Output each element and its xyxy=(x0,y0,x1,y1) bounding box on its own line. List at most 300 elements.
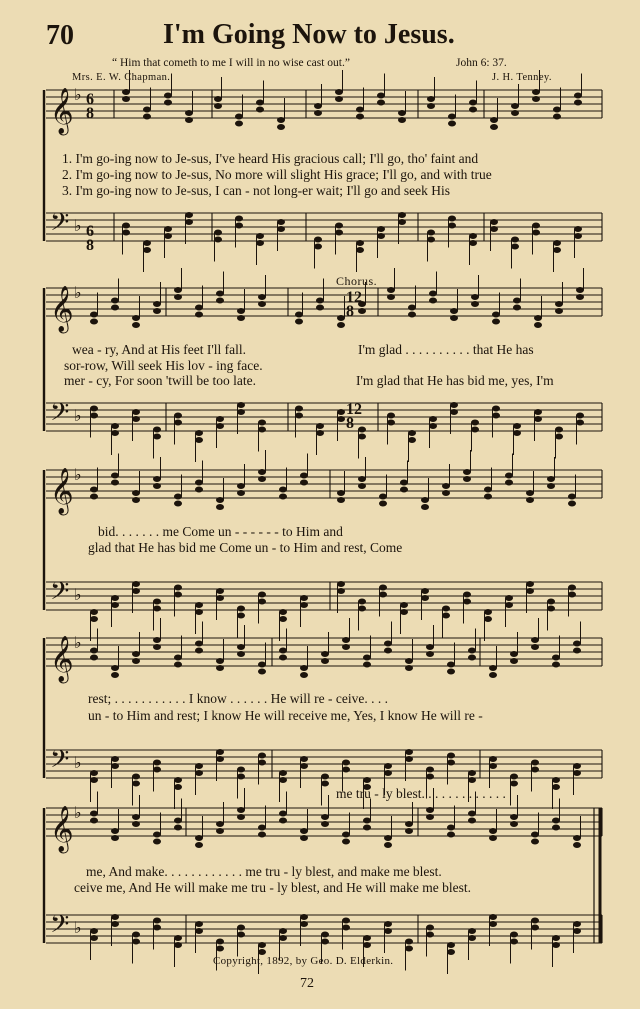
note-head xyxy=(111,430,119,436)
note-head xyxy=(132,658,140,664)
verse-2-line: 2. I'm go-ing now to Je-sus, No more will slight His grace; I'll go, and with true xyxy=(62,167,492,182)
note-head xyxy=(384,763,392,769)
verse-3-line: 3. I'm go-ing now to Je-sus, I can - not long-er wait; I'll go and seek His xyxy=(62,183,451,198)
note-head xyxy=(195,305,203,311)
note-head xyxy=(90,413,98,419)
note-head xyxy=(235,121,243,127)
note-head xyxy=(408,312,416,318)
note-head xyxy=(314,103,322,109)
note-head xyxy=(122,223,130,229)
note-head xyxy=(387,413,395,419)
note-head xyxy=(216,423,224,429)
note-head xyxy=(216,416,224,422)
note-head xyxy=(256,100,264,106)
note-head xyxy=(484,494,492,500)
note-head xyxy=(195,602,203,608)
note-head xyxy=(489,921,497,927)
note-head xyxy=(358,483,366,489)
note-head xyxy=(174,294,182,300)
note-head xyxy=(356,107,364,113)
note-head xyxy=(387,294,395,300)
note-head xyxy=(468,648,476,654)
note-head xyxy=(463,469,471,475)
note-head xyxy=(279,770,287,776)
note-head xyxy=(314,110,322,116)
note-head xyxy=(111,763,119,769)
note-head xyxy=(195,921,203,927)
note-head xyxy=(132,781,140,787)
note-head xyxy=(532,96,540,102)
note-head xyxy=(300,835,308,841)
note-head xyxy=(235,216,243,222)
note-head xyxy=(195,430,203,436)
note-head xyxy=(363,942,371,948)
note-head xyxy=(363,662,371,668)
note-head xyxy=(471,427,479,433)
note-head xyxy=(216,665,224,671)
note-head xyxy=(471,294,479,300)
note-head xyxy=(573,641,581,647)
note-head xyxy=(195,609,203,615)
note-head xyxy=(300,756,308,762)
note-head xyxy=(237,483,245,489)
note-head xyxy=(442,606,450,612)
note-head xyxy=(505,480,513,486)
note-head xyxy=(468,770,476,776)
note-head xyxy=(468,935,476,941)
note-head xyxy=(490,226,498,232)
note-head xyxy=(174,585,182,591)
note-head xyxy=(463,592,471,598)
note-head xyxy=(174,655,182,661)
note-head xyxy=(405,749,413,755)
note-head xyxy=(111,480,119,486)
note-head xyxy=(532,230,540,236)
note-head xyxy=(237,409,245,415)
note-head xyxy=(379,592,387,598)
note-head xyxy=(321,774,329,780)
note-head xyxy=(90,648,98,654)
note-head xyxy=(532,223,540,229)
note-head xyxy=(195,312,203,318)
note-head xyxy=(463,476,471,482)
note-head xyxy=(490,219,498,225)
note-head xyxy=(379,494,387,500)
note-head xyxy=(216,595,224,601)
note-head xyxy=(321,821,329,827)
note-head xyxy=(258,420,266,426)
note-head xyxy=(279,494,287,500)
note-head xyxy=(143,247,151,253)
note-head xyxy=(132,774,140,780)
note-head xyxy=(335,230,343,236)
note-head xyxy=(111,423,119,429)
note-head xyxy=(111,914,119,920)
note-head xyxy=(513,430,521,436)
note-head xyxy=(489,828,497,834)
system-5-lower-lyric: ceive me, And He will make me tru - ly blest, and He will make me blest. xyxy=(74,880,472,895)
note-head xyxy=(237,651,245,657)
note-head xyxy=(132,490,140,496)
note-head xyxy=(547,606,555,612)
note-head xyxy=(555,308,563,314)
note-head xyxy=(568,501,576,507)
hymn-number: 70 xyxy=(46,20,74,51)
note-head xyxy=(258,427,266,433)
bass-clef-icon: 𝄢 xyxy=(50,745,70,780)
note-head xyxy=(447,662,455,668)
note-head xyxy=(429,291,437,297)
verse-1-end: wea - ry, And at His feet I'll fall. xyxy=(72,342,246,357)
note-head xyxy=(174,825,182,831)
note-head xyxy=(448,121,456,127)
note-head xyxy=(442,613,450,619)
note-head xyxy=(90,487,98,493)
note-head xyxy=(526,588,534,594)
note-head xyxy=(468,655,476,661)
note-head xyxy=(534,322,542,328)
note-head xyxy=(429,416,437,422)
note-head xyxy=(335,223,343,229)
note-head xyxy=(316,298,324,304)
treble-clef-icon: 𝄞 xyxy=(50,806,74,852)
note-head xyxy=(513,423,521,429)
note-head xyxy=(576,287,584,293)
note-head xyxy=(111,602,119,608)
flat-icon: ♭ xyxy=(74,465,82,484)
note-head xyxy=(143,114,151,120)
note-head xyxy=(153,476,161,482)
note-head xyxy=(532,89,540,95)
note-head xyxy=(258,301,266,307)
note-head xyxy=(405,828,413,834)
note-head xyxy=(132,588,140,594)
note-head xyxy=(573,648,581,654)
note-head xyxy=(132,497,140,503)
note-head xyxy=(511,103,519,109)
note-head xyxy=(384,648,392,654)
note-head xyxy=(427,103,435,109)
note-head xyxy=(421,504,429,510)
note-head xyxy=(469,240,477,246)
note-head xyxy=(174,501,182,507)
note-head xyxy=(216,658,224,664)
note-head xyxy=(468,777,476,783)
note-head xyxy=(492,406,500,412)
note-head xyxy=(132,932,140,938)
note-head xyxy=(447,942,455,948)
note-head xyxy=(143,107,151,113)
note-head xyxy=(90,312,98,318)
epigraph-reference: John 6: 37. xyxy=(456,57,507,69)
note-head xyxy=(384,842,392,848)
system-3-lower-lyric: glad that He has bid me Come un - to Him and rest, Come xyxy=(88,540,403,555)
note-head xyxy=(379,501,387,507)
note-head xyxy=(447,832,455,838)
note-head xyxy=(153,427,161,433)
note-head xyxy=(164,233,172,239)
note-head xyxy=(531,839,539,845)
note-head xyxy=(426,644,434,650)
note-head xyxy=(356,114,364,120)
note-head xyxy=(314,244,322,250)
note-head xyxy=(552,655,560,661)
note-head xyxy=(111,665,119,671)
note-head xyxy=(405,665,413,671)
note-head xyxy=(384,770,392,776)
note-head xyxy=(143,240,151,246)
note-head xyxy=(384,928,392,934)
note-head xyxy=(237,925,245,931)
time-signature-top: 12 xyxy=(346,289,362,306)
note-head xyxy=(174,942,182,948)
note-head xyxy=(316,423,324,429)
note-head xyxy=(513,305,521,311)
note-head xyxy=(321,932,329,938)
note-head xyxy=(153,644,161,650)
note-head xyxy=(337,416,345,422)
note-head xyxy=(90,928,98,934)
note-head xyxy=(237,767,245,773)
note-head xyxy=(111,672,119,678)
note-head xyxy=(258,294,266,300)
note-head xyxy=(426,814,434,820)
note-head xyxy=(484,609,492,615)
note-head xyxy=(363,935,371,941)
system-5-top-lyric: me tru - ly blest. . . . . . . . . . . . . xyxy=(336,786,506,801)
note-head xyxy=(258,942,266,948)
note-head xyxy=(321,651,329,657)
note-head xyxy=(469,107,477,113)
note-head xyxy=(429,423,437,429)
note-head xyxy=(132,315,140,321)
note-head xyxy=(279,609,287,615)
note-head xyxy=(553,247,561,253)
note-head xyxy=(450,308,458,314)
note-head xyxy=(363,655,371,661)
note-head xyxy=(90,935,98,941)
chorus-upper-line: I'm glad . . . . . . . . . . that He has xyxy=(358,342,534,357)
note-head xyxy=(405,756,413,762)
note-head xyxy=(568,592,576,598)
note-head xyxy=(337,409,345,415)
system-3-upper-lyric: bid. . . . . . . me Come un - - - - - - to Him and xyxy=(98,524,343,539)
note-head xyxy=(489,756,497,762)
note-head xyxy=(153,301,161,307)
note-head xyxy=(358,434,366,440)
page-number: 72 xyxy=(300,976,314,991)
note-head xyxy=(237,606,245,612)
note-head xyxy=(256,240,264,246)
note-head xyxy=(405,821,413,827)
note-head xyxy=(489,665,497,671)
note-head xyxy=(316,305,324,311)
note-head xyxy=(122,96,130,102)
note-head xyxy=(258,599,266,605)
note-head xyxy=(216,749,224,755)
note-head xyxy=(505,595,513,601)
note-head xyxy=(279,818,287,824)
note-head xyxy=(279,811,287,817)
note-head xyxy=(534,315,542,321)
note-head xyxy=(216,504,224,510)
note-head xyxy=(377,233,385,239)
note-head xyxy=(342,839,350,845)
note-head xyxy=(405,939,413,945)
note-head xyxy=(510,932,518,938)
note-head xyxy=(279,777,287,783)
note-head xyxy=(195,487,203,493)
note-head xyxy=(195,437,203,443)
note-head xyxy=(90,818,98,824)
note-head xyxy=(237,315,245,321)
note-head xyxy=(384,835,392,841)
note-head xyxy=(489,914,497,920)
note-head xyxy=(400,487,408,493)
note-head xyxy=(321,658,329,664)
note-head xyxy=(468,818,476,824)
note-head xyxy=(576,413,584,419)
time-signature-top: 12 xyxy=(346,401,362,418)
note-head xyxy=(426,925,434,931)
note-head xyxy=(90,655,98,661)
note-head xyxy=(153,483,161,489)
note-head xyxy=(358,476,366,482)
note-head xyxy=(377,93,385,99)
note-head xyxy=(421,595,429,601)
note-head xyxy=(111,921,119,927)
note-head xyxy=(90,609,98,615)
note-head xyxy=(111,595,119,601)
chorus-label: Chorus. xyxy=(336,274,378,288)
note-head xyxy=(468,928,476,934)
note-head xyxy=(300,595,308,601)
note-head xyxy=(553,240,561,246)
bass-clef-icon: 𝄢 xyxy=(50,208,70,243)
note-head xyxy=(342,925,350,931)
note-head xyxy=(450,315,458,321)
note-head xyxy=(216,588,224,594)
note-head xyxy=(511,244,519,250)
note-head xyxy=(426,651,434,657)
note-head xyxy=(356,247,364,253)
flat-icon: ♭ xyxy=(74,216,82,235)
note-head xyxy=(576,294,584,300)
note-head xyxy=(492,319,500,325)
note-head xyxy=(426,774,434,780)
note-head xyxy=(195,835,203,841)
note-head xyxy=(400,609,408,615)
note-head xyxy=(426,807,434,813)
note-head xyxy=(492,413,500,419)
note-head xyxy=(447,949,455,955)
system-5-upper-lyric: me, And make. . . . . . . . . . . . me tru - ly blest, and make me blest. xyxy=(86,864,442,879)
note-head xyxy=(314,237,322,243)
note-head xyxy=(342,918,350,924)
note-head xyxy=(568,494,576,500)
treble-clef-icon: 𝄞 xyxy=(50,468,74,514)
note-head xyxy=(358,308,366,314)
note-head xyxy=(447,669,455,675)
note-head xyxy=(216,821,224,827)
note-head xyxy=(400,480,408,486)
note-head xyxy=(490,124,498,130)
time-signature-top: 6 xyxy=(86,223,94,240)
note-head xyxy=(153,308,161,314)
note-head xyxy=(111,298,119,304)
note-head xyxy=(256,107,264,113)
note-head xyxy=(237,490,245,496)
note-head xyxy=(377,226,385,232)
time-signature-bottom: 8 xyxy=(346,415,354,432)
note-head xyxy=(214,96,222,102)
note-head xyxy=(553,114,561,120)
note-head xyxy=(111,305,119,311)
note-head xyxy=(573,835,581,841)
note-head xyxy=(237,807,245,813)
note-head xyxy=(531,832,539,838)
system-4-upper-lyric: rest; . . . . . . . . . . . I know . . . . . . He will re - ceive. . . . xyxy=(88,691,388,706)
note-head xyxy=(300,763,308,769)
note-head xyxy=(279,655,287,661)
note-head xyxy=(90,319,98,325)
note-head xyxy=(553,107,561,113)
note-head xyxy=(573,928,581,934)
treble-clef-icon: 𝄞 xyxy=(50,636,74,682)
treble-clef-icon: 𝄞 xyxy=(50,88,74,134)
note-head xyxy=(111,756,119,762)
note-head xyxy=(555,301,563,307)
note-head xyxy=(574,226,582,232)
note-head xyxy=(450,402,458,408)
note-head xyxy=(295,406,303,412)
note-head xyxy=(484,616,492,622)
note-head xyxy=(573,770,581,776)
note-head xyxy=(258,825,266,831)
note-head xyxy=(555,434,563,440)
note-head xyxy=(258,476,266,482)
note-head xyxy=(447,825,455,831)
note-head xyxy=(111,473,119,479)
verse-2-end: sor-row, Will seek His lov - ing face. xyxy=(64,358,263,373)
note-head xyxy=(505,473,513,479)
note-head xyxy=(342,767,350,773)
note-head xyxy=(195,641,203,647)
note-head xyxy=(214,237,222,243)
lyricist: Mrs. E. W. Chapman. xyxy=(72,72,171,83)
note-head xyxy=(531,760,539,766)
note-head xyxy=(237,613,245,619)
note-head xyxy=(342,637,350,643)
note-head xyxy=(258,760,266,766)
note-head xyxy=(531,644,539,650)
note-head xyxy=(216,946,224,952)
note-head xyxy=(216,291,224,297)
note-head xyxy=(426,767,434,773)
time-signature-bottom: 8 xyxy=(86,237,94,254)
verse-3-end: mer - cy, For soon 'twill be too late. xyxy=(64,373,257,388)
note-head xyxy=(492,312,500,318)
note-head xyxy=(358,427,366,433)
note-head xyxy=(295,312,303,318)
note-head xyxy=(277,219,285,225)
note-head xyxy=(237,774,245,780)
note-head xyxy=(235,114,243,120)
note-head xyxy=(450,409,458,415)
note-head xyxy=(505,602,513,608)
note-head xyxy=(442,483,450,489)
note-head xyxy=(510,658,518,664)
